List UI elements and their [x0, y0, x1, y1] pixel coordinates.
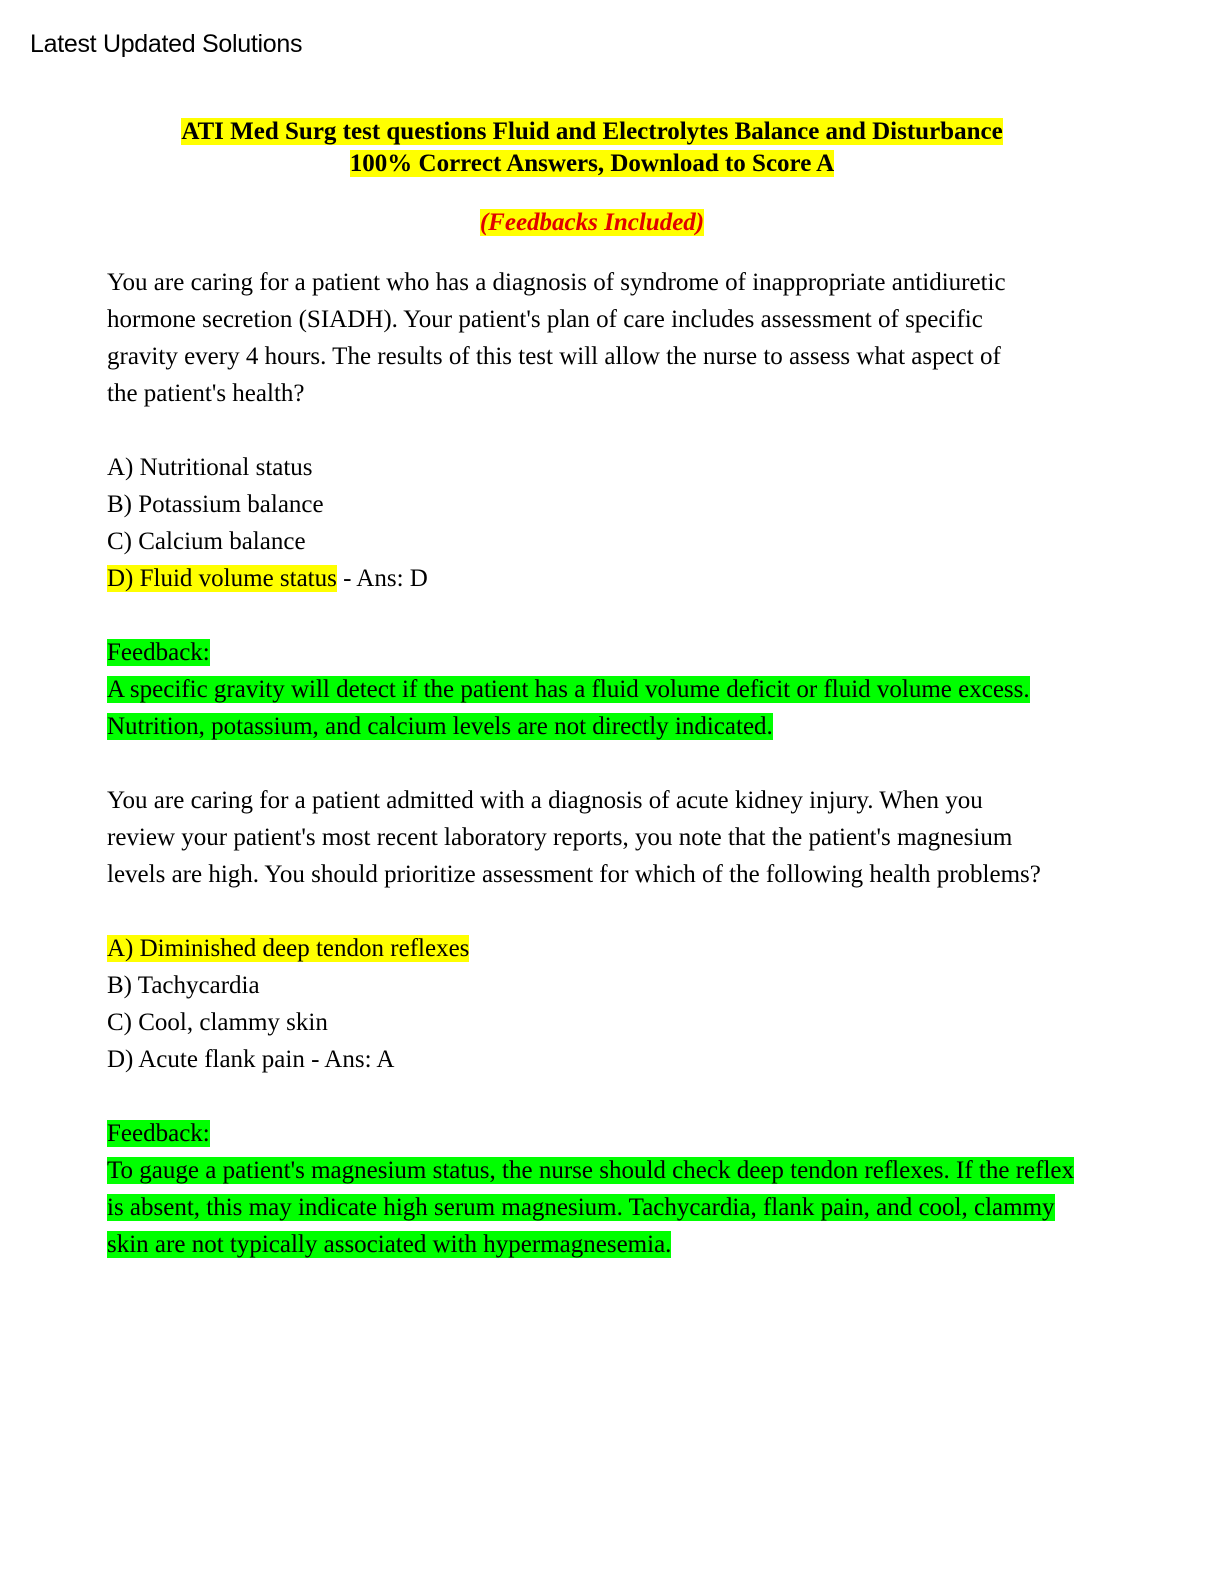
- option-a: [107, 930, 1097, 967]
- question-stem: You are caring for a patient admitted with a diagnosis of acute kidney injury. When you review your patient's most recent laboratory reports, you note that the patient's magnesium levels are high. You should prioritize assessment for which of the following health problems?: [107, 787, 1041, 888]
- feedback-text: To gauge a patient's magnesium status, the nurse should check deep tendon reflexes. If the reflex is absent, this may indicate high serum magnesium. Tachycardia, flank pain, and cool, clammy skin are not typically associated with hypermagnesemia.: [107, 1157, 1075, 1258]
- title-line-1: ATI Med Surg test questions Fluid and Electrolytes Balance and Disturbance: [181, 118, 1003, 145]
- answer-key: - Ans: D: [336, 565, 428, 592]
- header-label: Latest Updated Solutions: [30, 30, 303, 58]
- answer-key: - Ans: A: [304, 1046, 395, 1073]
- feedback-label: Feedback:: [107, 1120, 210, 1147]
- answer-options: [107, 449, 1097, 597]
- answer-options: [107, 930, 1097, 1078]
- option-b: B) Potassium balance: [107, 491, 324, 518]
- option-c: C) Cool, clammy skin: [107, 1009, 328, 1036]
- feedback-label: Feedback:: [107, 639, 210, 666]
- question-2: [107, 782, 1097, 1263]
- option-d: [107, 560, 1097, 597]
- document-title: [87, 116, 1097, 180]
- correct-option-highlight: A) Diminished deep tendon reflexes: [107, 935, 470, 962]
- option-d: [107, 1041, 1097, 1078]
- question-stem: You are caring for a patient who has a diagnosis of syndrome of inappropriate antidiuretic hormone secretion (SIADH). Your patient's plan of care includes assessment of specific gravity every 4 hours. The results of this test will allow the nurse to assess what aspect of the patient's health?: [107, 269, 1006, 407]
- correct-option-highlight: D) Fluid volume status: [107, 565, 337, 592]
- option-d-text: D) Acute flank pain: [107, 1046, 305, 1073]
- feedback-block: [107, 1115, 1097, 1263]
- option-c: C) Calcium balance: [107, 528, 306, 555]
- subtitle-text: (Feedbacks Included): [479, 209, 705, 236]
- feedback-block: [107, 634, 1097, 745]
- option-b: B) Tachycardia: [107, 972, 260, 999]
- document-body: [107, 116, 1097, 1263]
- feedback-text: A specific gravity will detect if the patient has a fluid volume deficit or fluid volume excess. Nutrition, potassium, and calcium levels are not directly indicated.: [107, 676, 1030, 740]
- question-1: [107, 264, 1097, 745]
- document-subtitle: [87, 207, 1097, 239]
- title-line-2: 100% Correct Answers, Download to Score A: [349, 150, 835, 177]
- option-a: A) Nutritional status: [107, 454, 313, 481]
